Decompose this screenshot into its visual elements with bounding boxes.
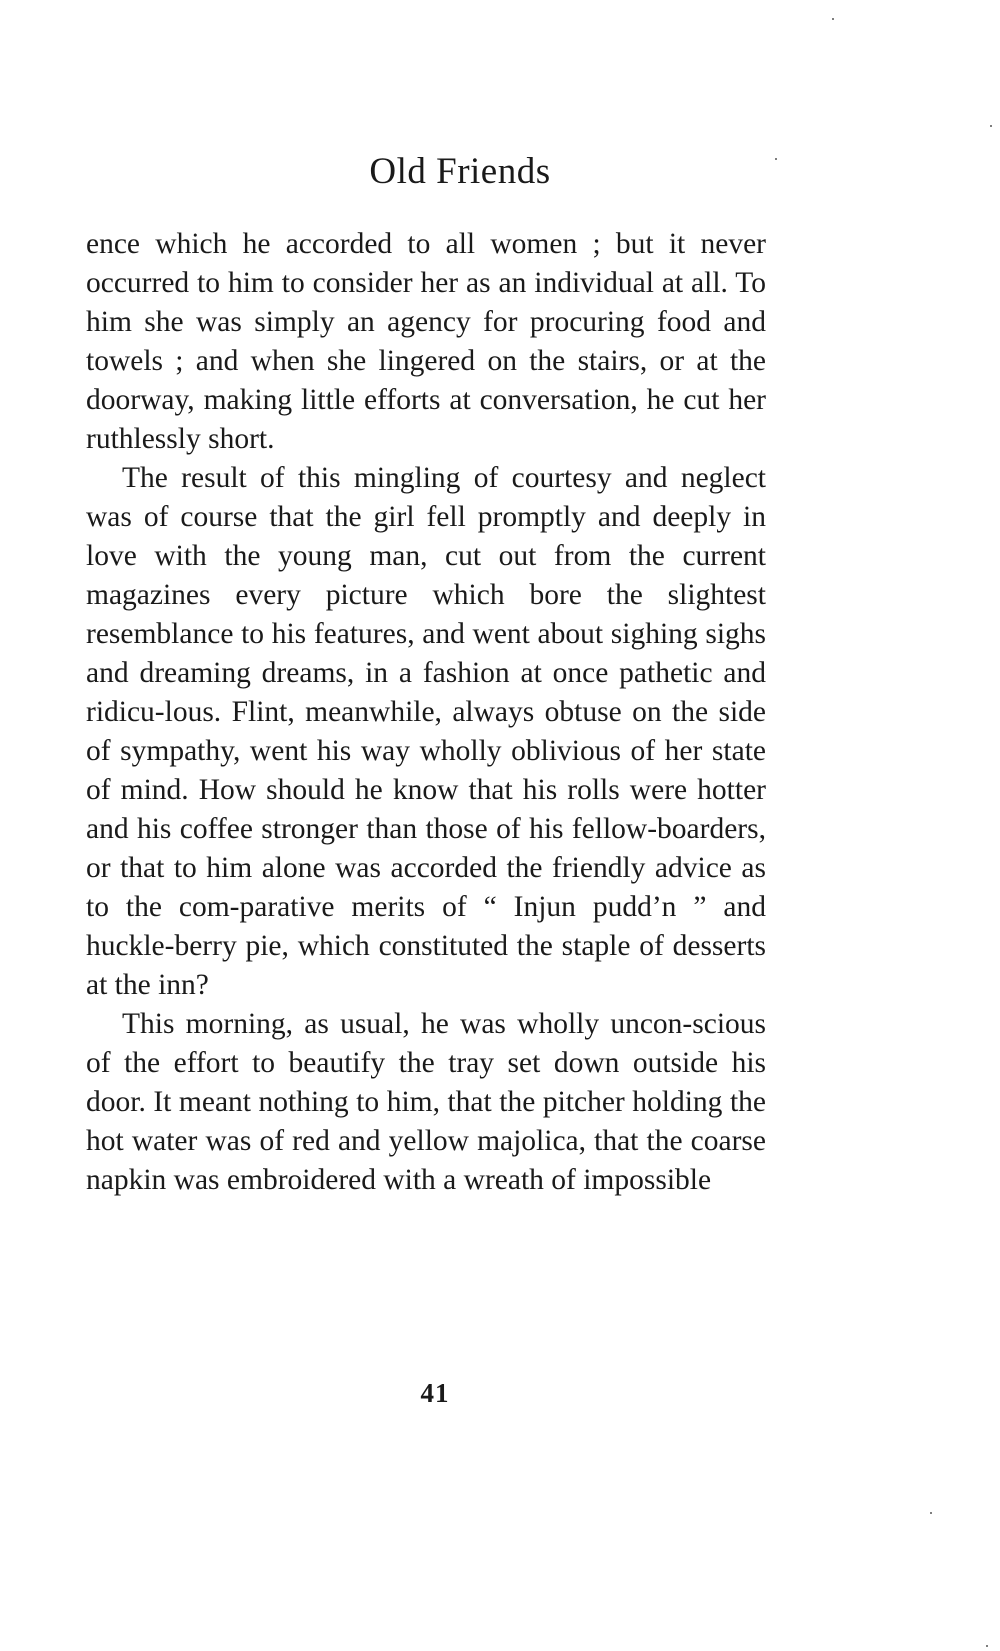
paragraph: The result of this mingling of courtesy and neglect was of course that the girl fell promptly and deeply in love with the young man, cut out from the current magazines every picture which bore the slightest resemblance to his features, and went about sighing sighs and dreaming dreams, in a fashion at once pathetic and ridicu-lous. Flint, meanwhile, always obtuse on the side of sympathy, went his way wholly oblivious of her state of mind. How should he know that his rolls were hotter and his coffee stronger than those of his fellow-boarders, or that to him alone was accorded the friendly advice as to the com-parative merits of “ Injun pudd’n ” and huckle-berry pie, which constituted the staple of desserts at the inn?: [86, 462, 766, 1001]
scan-speck: [986, 1645, 988, 1647]
scan-speck: [832, 18, 834, 20]
scan-speck: [990, 125, 992, 127]
body-text: [86, 225, 766, 1200]
running-title: Old Friends: [369, 151, 551, 192]
paragraph: ence which he accorded to all women ; but it never occurred to him to consider her as an individual at all. To him she was simply an agency for procuring food and towels ; and when she lingered on the stairs, or at the doorway, making little efforts at conversation, he cut her ruthlessly short.: [86, 228, 766, 455]
scan-speck: [775, 158, 777, 160]
scan-speck: [930, 1512, 932, 1514]
page-number: 41: [420, 1378, 450, 1408]
paragraph: This morning, as usual, he was wholly uncon-scious of the effort to beautify the tray set down outside his door. It meant nothing to him, that the pitcher holding the hot water was of red and yellow majolica, that the coarse napkin was embroidered with a wreath of impossible: [86, 1008, 766, 1196]
